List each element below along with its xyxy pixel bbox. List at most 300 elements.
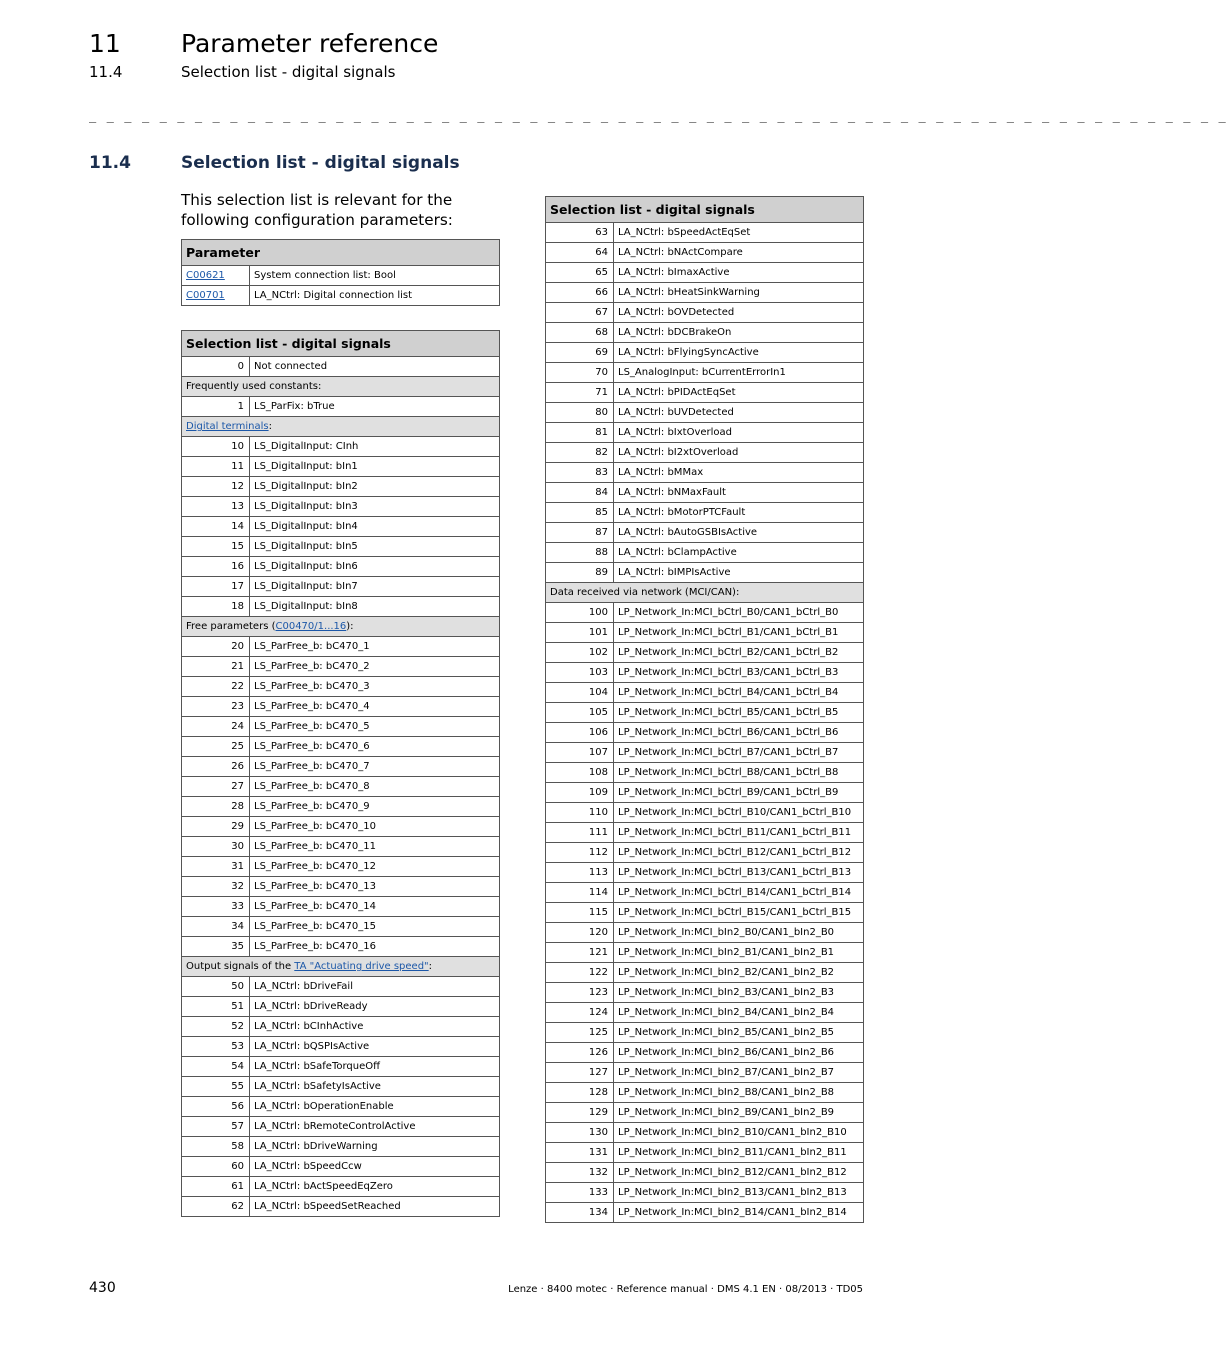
table-row (546, 263, 864, 283)
table-row (546, 1143, 864, 1163)
signal-number: 33 (182, 897, 250, 917)
signal-number: 113 (546, 863, 614, 883)
table-row (546, 523, 864, 543)
section-number: 11.4 (89, 153, 131, 173)
table-row (182, 1197, 500, 1217)
table-row (546, 1203, 864, 1223)
signal-name: LS_DigitalInput: bIn8 (250, 597, 500, 617)
table-row (546, 703, 864, 723)
signal-number: 21 (182, 657, 250, 677)
signal-name: LA_NCtrl: bI2xtOverload (614, 443, 864, 463)
table-row (546, 1103, 864, 1123)
signal-name: LA_NCtrl: bSafetyIsActive (250, 1077, 500, 1097)
selection-table-header: Selection list - digital signals (182, 331, 500, 357)
signal-name: LP_Network_In:MCI_bCtrl_B7/CAN1_bCtrl_B7 (614, 743, 864, 763)
signal-name: LA_NCtrl: bRemoteControlActive (250, 1117, 500, 1137)
signal-name: LP_Network_In:MCI_bIn2_B10/CAN1_bIn2_B10 (614, 1123, 864, 1143)
signal-name: LP_Network_In:MCI_bCtrl_B11/CAN1_bCtrl_B11 (614, 823, 864, 843)
signal-name: LS_DigitalInput: bIn1 (250, 457, 500, 477)
table-row (546, 643, 864, 663)
table-row (546, 763, 864, 783)
table-row (546, 403, 864, 423)
signal-number: 132 (546, 1163, 614, 1183)
signal-name: Not connected (250, 357, 500, 377)
signal-name: LA_NCtrl: bNActCompare (614, 243, 864, 263)
table-row (546, 1083, 864, 1103)
table-row (546, 883, 864, 903)
signal-number: 23 (182, 697, 250, 717)
table-row (182, 1097, 500, 1117)
signal-number: 61 (182, 1177, 250, 1197)
table-row (546, 1043, 864, 1063)
signal-name: LA_NCtrl: bClampActive (614, 543, 864, 563)
param-link[interactable]: C00621 (186, 270, 225, 281)
signal-name: LP_Network_In:MCI_bCtrl_B6/CAN1_bCtrl_B6 (614, 723, 864, 743)
table-row (182, 1177, 500, 1197)
signal-name: LP_Network_In:MCI_bIn2_B14/CAN1_bIn2_B14 (614, 1203, 864, 1223)
signal-name: LS_ParFree_b: bC470_15 (250, 917, 500, 937)
signal-name: LP_Network_In:MCI_bCtrl_B2/CAN1_bCtrl_B2 (614, 643, 864, 663)
table-row (182, 837, 500, 857)
signal-number: 83 (546, 463, 614, 483)
table-row (546, 723, 864, 743)
header-divider: _ _ _ _ _ _ _ _ _ _ _ _ _ _ _ _ _ _ _ _ _ _ _ _ _ _ _ _ _ _ _ _ _ _ _ _ _ _ _ _ _ _ _ _ _ _ _ _ _ _ _ _ _ _ _ _ _ _ _ _ _ _ _ _ _ (89, 109, 1227, 123)
signal-name: LP_Network_In:MCI_bIn2_B13/CAN1_bIn2_B13 (614, 1183, 864, 1203)
selection-table-body (182, 357, 500, 1217)
table-row (182, 797, 500, 817)
section-title: Selection list - digital signals (181, 153, 460, 173)
param-desc-cell: LA_NCtrl: Digital connection list (250, 286, 500, 306)
signal-name: LA_NCtrl: bImaxActive (614, 263, 864, 283)
signal-name: LP_Network_In:MCI_bCtrl_B5/CAN1_bCtrl_B5 (614, 703, 864, 723)
signal-name: LS_ParFree_b: bC470_2 (250, 657, 500, 677)
signal-number: 124 (546, 1003, 614, 1023)
signal-name: LA_NCtrl: bIxtOverload (614, 423, 864, 443)
table-row (182, 1157, 500, 1177)
table-row (182, 597, 500, 617)
signal-number: 56 (182, 1097, 250, 1117)
signal-number: 67 (546, 303, 614, 323)
group-prefix: Output signals of the (186, 961, 295, 972)
signal-name: LS_ParFree_b: bC470_14 (250, 897, 500, 917)
signal-name: LA_NCtrl: bSpeedSetReached (250, 1197, 500, 1217)
table-row (546, 483, 864, 503)
table-row (182, 437, 500, 457)
signal-number: 129 (546, 1103, 614, 1123)
group-row (182, 377, 500, 397)
table-row (546, 283, 864, 303)
signal-number: 133 (546, 1183, 614, 1203)
signal-name: LP_Network_In:MCI_bIn2_B9/CAN1_bIn2_B9 (614, 1103, 864, 1123)
signal-number: 65 (546, 263, 614, 283)
signal-name: LP_Network_In:MCI_bIn2_B12/CAN1_bIn2_B12 (614, 1163, 864, 1183)
signal-name: LA_NCtrl: bActSpeedEqZero (250, 1177, 500, 1197)
signal-name: LP_Network_In:MCI_bCtrl_B8/CAN1_bCtrl_B8 (614, 763, 864, 783)
signal-name: LS_ParFree_b: bC470_6 (250, 737, 500, 757)
table-row (546, 543, 864, 563)
param-link[interactable]: C00701 (186, 290, 225, 301)
table-row (182, 977, 500, 997)
signal-name: LS_ParFree_b: bC470_12 (250, 857, 500, 877)
signal-number: 29 (182, 817, 250, 837)
footer-text: Lenze · 8400 motec · Reference manual · DMS 4.1 EN · 08/2013 · TD05 (508, 1284, 863, 1295)
signal-name: LP_Network_In:MCI_bIn2_B6/CAN1_bIn2_B6 (614, 1043, 864, 1063)
selection-table-header: Selection list - digital signals (546, 197, 864, 223)
signal-number: 60 (182, 1157, 250, 1177)
signal-name: LP_Network_In:MCI_bCtrl_B14/CAN1_bCtrl_B14 (614, 883, 864, 903)
signal-number: 127 (546, 1063, 614, 1083)
signal-number: 82 (546, 443, 614, 463)
signal-number: 130 (546, 1123, 614, 1143)
table-row (546, 443, 864, 463)
table-row (546, 1183, 864, 1203)
group-row (182, 417, 500, 437)
group-label: Data received via network (MCI/CAN): (546, 583, 864, 603)
chapter-title: Parameter reference (181, 29, 439, 58)
signal-name: LP_Network_In:MCI_bCtrl_B12/CAN1_bCtrl_B12 (614, 843, 864, 863)
signal-number: 115 (546, 903, 614, 923)
signal-number: 13 (182, 497, 250, 517)
signal-name: LA_NCtrl: bUVDetected (614, 403, 864, 423)
signal-name: LS_DigitalInput: bIn3 (250, 497, 500, 517)
table-row (546, 783, 864, 803)
table-row (182, 717, 500, 737)
group-label: Frequently used constants: (182, 377, 500, 397)
signal-name: LS_ParFree_b: bC470_8 (250, 777, 500, 797)
group-label (182, 617, 500, 637)
table-row (182, 757, 500, 777)
signal-number: 104 (546, 683, 614, 703)
header-section-title: Selection list - digital signals (181, 63, 396, 81)
table-row (546, 223, 864, 243)
signal-name: LS_ParFree_b: bC470_9 (250, 797, 500, 817)
table-row (182, 557, 500, 577)
signal-name: LA_NCtrl: bMotorPTCFault (614, 503, 864, 523)
signal-number: 28 (182, 797, 250, 817)
signal-name: LA_NCtrl: bDriveReady (250, 997, 500, 1017)
table-row (546, 683, 864, 703)
signal-name: LS_ParFree_b: bC470_1 (250, 637, 500, 657)
signal-number: 103 (546, 663, 614, 683)
signal-name: LP_Network_In:MCI_bIn2_B5/CAN1_bIn2_B5 (614, 1023, 864, 1043)
table-row (546, 323, 864, 343)
signal-number: 26 (182, 757, 250, 777)
table-row (182, 937, 500, 957)
signal-name: LP_Network_In:MCI_bIn2_B4/CAN1_bIn2_B4 (614, 1003, 864, 1023)
parameter-table (181, 239, 500, 306)
signal-name: LS_DigitalInput: bIn4 (250, 517, 500, 537)
signal-name: LP_Network_In:MCI_bIn2_B11/CAN1_bIn2_B11 (614, 1143, 864, 1163)
signal-name: LP_Network_In:MCI_bIn2_B7/CAN1_bIn2_B7 (614, 1063, 864, 1083)
table-row (546, 343, 864, 363)
intro-text: This selection list is relevant for the following configuration parameters: (181, 191, 453, 229)
signal-number: 114 (546, 883, 614, 903)
table-row (182, 697, 500, 717)
signal-name: LS_ParFix: bTrue (250, 397, 500, 417)
table-row (182, 577, 500, 597)
table-row (182, 677, 500, 697)
table-row (182, 1017, 500, 1037)
signal-number: 102 (546, 643, 614, 663)
signal-name: LA_NCtrl: bAutoGSBIsActive (614, 523, 864, 543)
signal-number: 10 (182, 437, 250, 457)
signal-number: 25 (182, 737, 250, 757)
signal-number: 87 (546, 523, 614, 543)
table-row (182, 477, 500, 497)
signal-number: 51 (182, 997, 250, 1017)
table-row (546, 843, 864, 863)
table-row (546, 803, 864, 823)
parameter-table-header: Parameter (182, 240, 500, 266)
signal-number: 105 (546, 703, 614, 723)
signal-number: 68 (546, 323, 614, 343)
table-row (546, 663, 864, 683)
signal-number: 100 (546, 603, 614, 623)
signal-name: LP_Network_In:MCI_bCtrl_B0/CAN1_bCtrl_B0 (614, 603, 864, 623)
signal-number: 14 (182, 517, 250, 537)
signal-name: LS_ParFree_b: bC470_3 (250, 677, 500, 697)
signal-number: 85 (546, 503, 614, 523)
signal-name: LP_Network_In:MCI_bIn2_B0/CAN1_bIn2_B0 (614, 923, 864, 943)
signal-name: LA_NCtrl: bOperationEnable (250, 1097, 500, 1117)
table-row (182, 997, 500, 1017)
table-row (182, 1117, 500, 1137)
signal-number: 123 (546, 983, 614, 1003)
signal-number: 71 (546, 383, 614, 403)
signal-number: 34 (182, 917, 250, 937)
signal-number: 30 (182, 837, 250, 857)
table-row (546, 1063, 864, 1083)
table-row (182, 266, 500, 286)
signal-name: LA_NCtrl: bNMaxFault (614, 483, 864, 503)
table-row (182, 877, 500, 897)
signal-number: 35 (182, 937, 250, 957)
table-row (546, 943, 864, 963)
signal-name: LA_NCtrl: bSpeedActEqSet (614, 223, 864, 243)
signal-number: 31 (182, 857, 250, 877)
group-link[interactable]: TA "Actuating drive speed" (294, 961, 429, 972)
signal-number: 12 (182, 477, 250, 497)
signal-name: LP_Network_In:MCI_bCtrl_B3/CAN1_bCtrl_B3 (614, 663, 864, 683)
group-label (182, 957, 500, 977)
signal-number: 11 (182, 457, 250, 477)
signal-name: LA_NCtrl: bSafeTorqueOff (250, 1057, 500, 1077)
table-row (546, 983, 864, 1003)
signal-number: 107 (546, 743, 614, 763)
selection-table-body (546, 223, 864, 1223)
signal-number: 15 (182, 537, 250, 557)
table-row (182, 357, 500, 377)
signal-number: 58 (182, 1137, 250, 1157)
signal-number: 112 (546, 843, 614, 863)
signal-name: LA_NCtrl: bMMax (614, 463, 864, 483)
signal-number: 89 (546, 563, 614, 583)
table-row (546, 923, 864, 943)
table-row (182, 517, 500, 537)
table-row (546, 963, 864, 983)
signal-name: LS_DigitalInput: CInh (250, 437, 500, 457)
table-row (182, 777, 500, 797)
signal-number: 70 (546, 363, 614, 383)
table-row (182, 897, 500, 917)
signal-number: 66 (546, 283, 614, 303)
signal-name: LP_Network_In:MCI_bCtrl_B10/CAN1_bCtrl_B10 (614, 803, 864, 823)
table-row (182, 1077, 500, 1097)
signal-number: 121 (546, 943, 614, 963)
group-suffix: : (428, 961, 433, 972)
signal-number: 50 (182, 977, 250, 997)
signal-name: LA_NCtrl: bFlyingSyncActive (614, 343, 864, 363)
signal-number: 88 (546, 543, 614, 563)
table-row (546, 563, 864, 583)
signal-number: 16 (182, 557, 250, 577)
signal-name: LA_NCtrl: bOVDetected (614, 303, 864, 323)
signal-number: 62 (182, 1197, 250, 1217)
signal-number: 108 (546, 763, 614, 783)
group-suffix: ): (346, 621, 354, 632)
signal-name: LS_DigitalInput: bIn7 (250, 577, 500, 597)
table-row (546, 303, 864, 323)
signal-number: 84 (546, 483, 614, 503)
group-row (546, 583, 864, 603)
signal-number: 17 (182, 577, 250, 597)
table-row (546, 423, 864, 443)
signal-number: 27 (182, 777, 250, 797)
table-row (546, 503, 864, 523)
signal-number: 52 (182, 1017, 250, 1037)
table-row (182, 497, 500, 517)
selection-table-left (181, 330, 500, 1217)
table-row (546, 383, 864, 403)
signal-name: LS_ParFree_b: bC470_16 (250, 937, 500, 957)
table-row (546, 463, 864, 483)
signal-number: 81 (546, 423, 614, 443)
group-link[interactable]: C00470/1...16 (275, 621, 347, 632)
table-row (546, 1023, 864, 1043)
signal-name: LP_Network_In:MCI_bCtrl_B9/CAN1_bCtrl_B9 (614, 783, 864, 803)
group-suffix: : (268, 421, 272, 432)
signal-name: LA_NCtrl: bIMPIsActive (614, 563, 864, 583)
group-prefix: Free parameters ( (186, 621, 276, 632)
signal-name: LP_Network_In:MCI_bCtrl_B15/CAN1_bCtrl_B15 (614, 903, 864, 923)
signal-number: 131 (546, 1143, 614, 1163)
param-code-cell (182, 266, 250, 286)
signal-name: LS_ParFree_b: bC470_7 (250, 757, 500, 777)
table-row (182, 537, 500, 557)
signal-name: LA_NCtrl: bQSPIsActive (250, 1037, 500, 1057)
table-row (546, 363, 864, 383)
signal-number: 24 (182, 717, 250, 737)
signal-name: LP_Network_In:MCI_bCtrl_B13/CAN1_bCtrl_B13 (614, 863, 864, 883)
table-row (182, 286, 500, 306)
signal-number: 128 (546, 1083, 614, 1103)
signal-number: 63 (546, 223, 614, 243)
table-row (546, 743, 864, 763)
table-row (182, 1057, 500, 1077)
selection-table-right (545, 196, 864, 1223)
table-row (182, 397, 500, 417)
signal-name: LA_NCtrl: bDriveWarning (250, 1137, 500, 1157)
signal-name: LS_ParFree_b: bC470_13 (250, 877, 500, 897)
signal-name: LA_NCtrl: bSpeedCcw (250, 1157, 500, 1177)
signal-name: LS_DigitalInput: bIn5 (250, 537, 500, 557)
signal-number: 101 (546, 623, 614, 643)
table-row (546, 1123, 864, 1143)
signal-name: LS_DigitalInput: bIn2 (250, 477, 500, 497)
signal-name: LP_Network_In:MCI_bIn2_B3/CAN1_bIn2_B3 (614, 983, 864, 1003)
signal-name: LA_NCtrl: bCInhActive (250, 1017, 500, 1037)
table-row (182, 857, 500, 877)
signal-name: LP_Network_In:MCI_bCtrl_B1/CAN1_bCtrl_B1 (614, 623, 864, 643)
table-row (182, 637, 500, 657)
table-row (546, 603, 864, 623)
signal-number: 32 (182, 877, 250, 897)
signal-number: 55 (182, 1077, 250, 1097)
signal-number: 64 (546, 243, 614, 263)
signal-name: LP_Network_In:MCI_bCtrl_B4/CAN1_bCtrl_B4 (614, 683, 864, 703)
chapter-number: 11 (89, 29, 121, 58)
table-row (182, 917, 500, 937)
signal-number: 22 (182, 677, 250, 697)
table-row (182, 817, 500, 837)
group-link[interactable]: Digital terminals (186, 421, 269, 432)
signal-number: 120 (546, 923, 614, 943)
header-section-number: 11.4 (89, 63, 123, 81)
signal-name: LS_ParFree_b: bC470_5 (250, 717, 500, 737)
signal-number: 126 (546, 1043, 614, 1063)
table-row (182, 1037, 500, 1057)
signal-number: 18 (182, 597, 250, 617)
signal-number: 57 (182, 1117, 250, 1137)
signal-number: 122 (546, 963, 614, 983)
signal-name: LP_Network_In:MCI_bIn2_B2/CAN1_bIn2_B2 (614, 963, 864, 983)
param-desc-cell: System connection list: Bool (250, 266, 500, 286)
signal-name: LA_NCtrl: bDriveFail (250, 977, 500, 997)
table-row (546, 823, 864, 843)
signal-number: 53 (182, 1037, 250, 1057)
signal-number: 106 (546, 723, 614, 743)
table-row (546, 1003, 864, 1023)
table-row (546, 243, 864, 263)
signal-name: LS_ParFree_b: bC470_4 (250, 697, 500, 717)
table-row (182, 657, 500, 677)
signal-number: 80 (546, 403, 614, 423)
signal-name: LS_DigitalInput: bIn6 (250, 557, 500, 577)
signal-number: 54 (182, 1057, 250, 1077)
table-row (182, 1137, 500, 1157)
table-row (546, 863, 864, 883)
table-row (546, 903, 864, 923)
signal-name: LA_NCtrl: bPIDActEqSet (614, 383, 864, 403)
table-row (546, 623, 864, 643)
group-row (182, 617, 500, 637)
table-row (182, 737, 500, 757)
signal-name: LS_ParFree_b: bC470_10 (250, 817, 500, 837)
page-number: 430 (89, 1280, 116, 1296)
signal-name: LA_NCtrl: bHeatSinkWarning (614, 283, 864, 303)
group-row (182, 957, 500, 977)
signal-number: 69 (546, 343, 614, 363)
signal-name: LS_AnalogInput: bCurrentErrorIn1 (614, 363, 864, 383)
signal-name: LP_Network_In:MCI_bIn2_B8/CAN1_bIn2_B8 (614, 1083, 864, 1103)
signal-number: 20 (182, 637, 250, 657)
signal-name: LA_NCtrl: bDCBrakeOn (614, 323, 864, 343)
signal-number: 111 (546, 823, 614, 843)
param-code-cell (182, 286, 250, 306)
group-label (182, 417, 500, 437)
signal-number: 125 (546, 1023, 614, 1043)
table-row (182, 457, 500, 477)
